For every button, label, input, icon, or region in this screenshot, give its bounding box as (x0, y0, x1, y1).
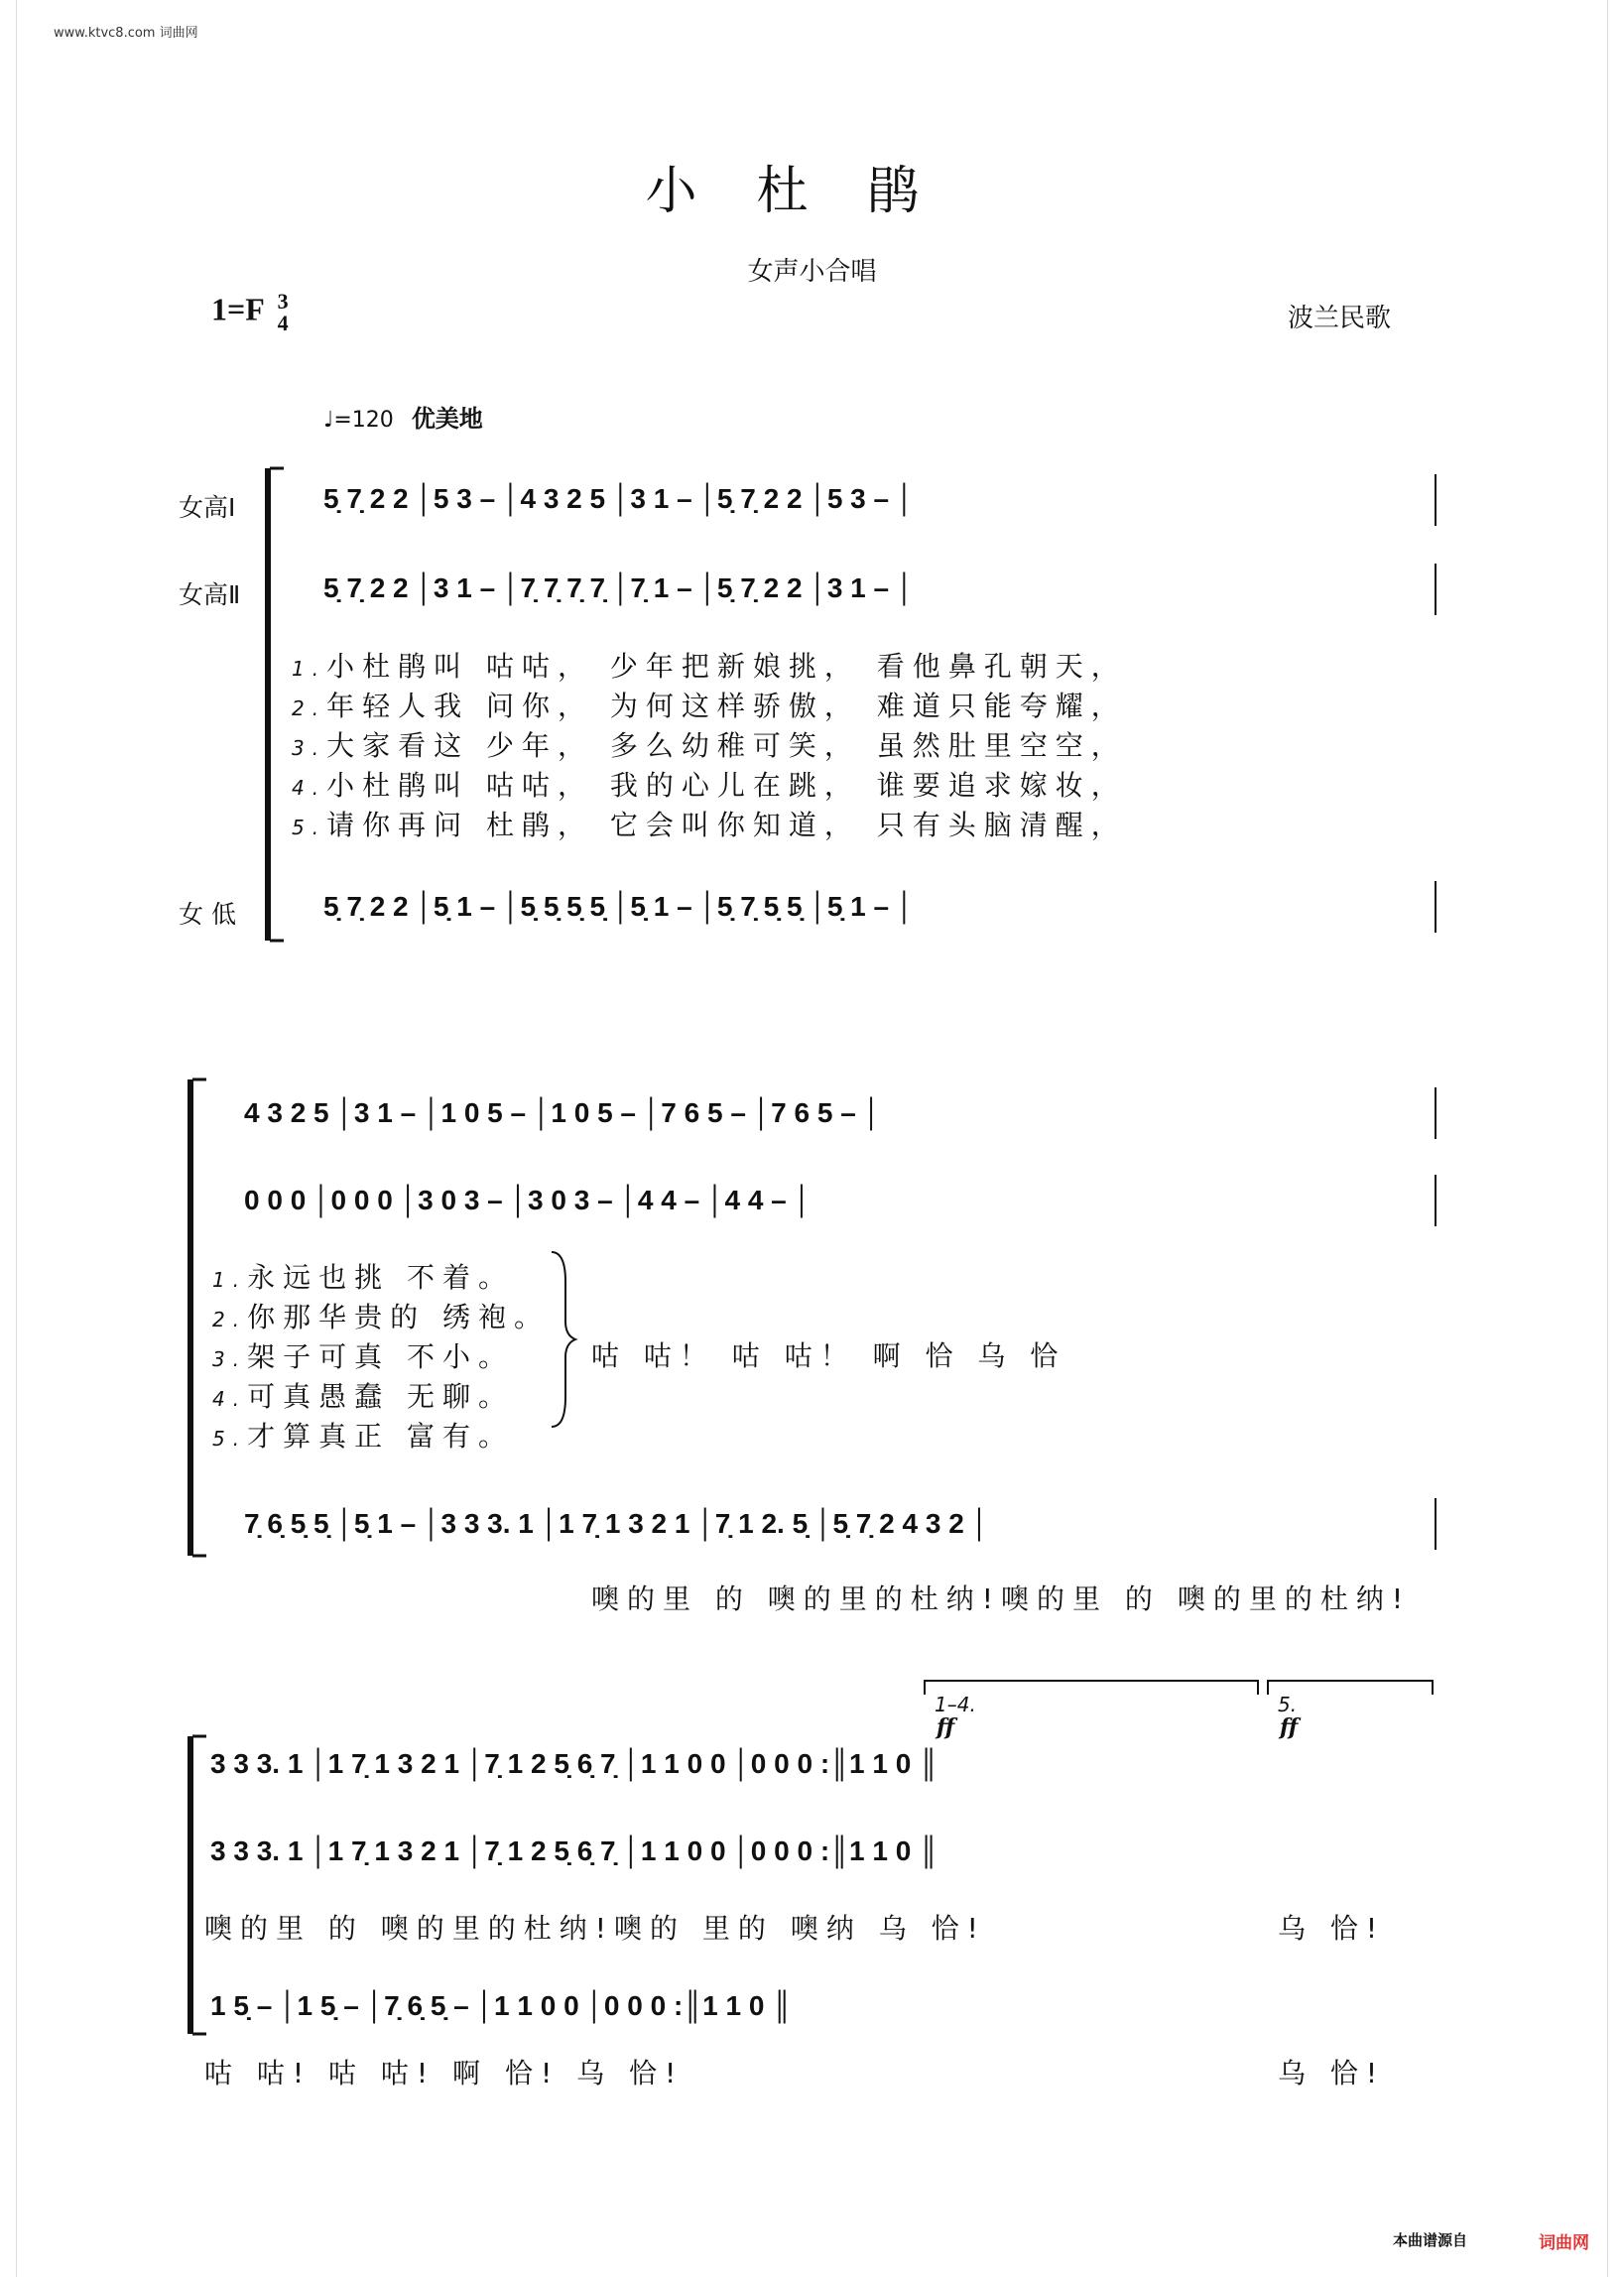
upper-lyric-sys3: 噢的里 的 噢的里的杜纳!噢的 里的 噢纳 乌 恰! (204, 1912, 986, 1945)
time-denominator: 4 (277, 311, 289, 335)
composer: 波兰民歌 (1288, 304, 1392, 333)
notes-alto-sys2: 7̣ 6̣ 5̣ 5̣ │5̣ 1 – │3 3 3. 1 │1 7̣ 1 3 2 1 │7̣ 1 2. 5̣ │5̣ 7̣ 2 4 3 2 │ (244, 1508, 990, 1539)
lyric2-verse-5: 5.才算真正 富有。 (212, 1420, 514, 1453)
alto-lyric-sys3: 咕 咕! 咕 咕! 啊 恰! 乌 恰! (204, 2057, 685, 2089)
upper-lyric-sys3-end: 乌 恰! (1278, 1912, 1386, 1945)
key-signature: 1=F 3 4 (211, 289, 289, 335)
lyric2-verse-3: 3.架子可真 不小。 (212, 1340, 514, 1373)
alto-lyric-sys3-end: 乌 恰! (1278, 2057, 1386, 2089)
voice-label-s1: 女高Ⅰ (179, 493, 236, 522)
footer-brand-logo[interactable]: 词曲网 (1539, 2233, 1589, 2253)
notes-s2-sys3: 3 3 3. 1 │1 7̣ 1 3 2 1 │7̣ 1 2 5̣ 6̣ 7̣ │1 1 0 0 │0 0 0 :║1 1 0 ║ (210, 1835, 938, 1866)
dynamic-ff-end: ff (1280, 1714, 1299, 1740)
notes-alto-sys1: 5̣ 7̣ 2 2 │5̣ 1 – │5̣ 5̣ 5̣ 5̣ │5̣ 1 – │5̣ 7̣ 5̣ 5̣ │5̣ 1 – │ (323, 891, 915, 922)
lyric2-verse-2: 2.你那华贵的 绣袍。 (212, 1301, 550, 1333)
footer-source: 本曲谱源自 (1393, 2231, 1468, 2249)
song-subtitle: 女声小合唱 (747, 257, 877, 287)
time-numerator: 3 (277, 289, 289, 314)
lyric-verse-3: 3.大家看这 少年， 多么幼稚可笑， 虽然肚里空空， (292, 729, 1127, 762)
site-url[interactable]: www.ktvc8.com 词曲网 (54, 26, 198, 41)
volta-1-label: 1–4. (935, 1693, 976, 1716)
notes-s1-sys3: 3 3 3. 1 │1 7̣ 1 3 2 1 │7̣ 1 2 5̣ 6̣ 7̣ │1 1 0 0 │0 0 0 :║1 1 0 ║ (210, 1748, 938, 1779)
tempo-marking: ♩=120 优美地 (323, 405, 483, 433)
dynamic-ff: ff (937, 1714, 955, 1740)
notes-alto-sys3: 1 5̣ – │1 5̣ – │7̣ 6̣ 5̣ – │1 1 0 0 │0 0 0 :║1 1 0 ║ (210, 1990, 793, 2021)
lyric2-verse-1: 1.永远也挑 不着。 (212, 1261, 514, 1294)
lyric-verse-2: 2.年轻人我 问你， 为何这样骄傲， 难道只能夸耀， (292, 690, 1127, 722)
lyric2-verse-4: 4.可真愚蠢 无聊。 (212, 1380, 514, 1413)
notes-s2-sys2: 0 0 0 │0 0 0 │3 0 3 – │3 0 3 – │4 4 – │4 4 – │ (244, 1185, 812, 1215)
song-title: 小杜鹃 (645, 162, 979, 221)
voice-label-alto: 女 低 (179, 900, 236, 929)
volta-2-label: 5. (1278, 1693, 1298, 1716)
lyric-verse-4: 4.小杜鹃叫 咕咕， 我的心儿在跳， 谁要追求嫁妆， (292, 769, 1127, 802)
lyric-verse-1: 1.小杜鹃叫 咕咕， 少年把新娘挑， 看他鼻孔朝天， (292, 650, 1127, 683)
alto-lyric-sys2: 噢的里 的 噢的里的杜纳!噢的里 的 噢的里的杜纳! (591, 1582, 1412, 1615)
notes-s1-sys2: 4 3 2 5 │3 1 – │1 0 5 – │1 0 5 – │7 6 5 – │7 6 5 – │ (244, 1097, 882, 1128)
voice-label-s2: 女高Ⅱ (179, 580, 241, 609)
notes-s1-sys1: 5̣ 7̣ 2 2 │5 3 – │4 3 2 5 │3 1 – │5̣ 7̣ 2 2 │5 3 – │ (323, 483, 915, 514)
notes-s2-sys1: 5̣ 7̣ 2 2 │3 1 – │7̣ 7̣ 7̣ 7̣ │7̣ 1 – │5̣ 7̣ 2 2 │3 1 – │ (323, 572, 915, 603)
lyric-verse-5: 5.请你再问 杜鹃， 它会叫你知道， 只有头脑清醒， (292, 809, 1127, 841)
refrain-lyric: 咕 咕！ 咕 咕！ 啊 恰 乌 恰 (591, 1339, 1066, 1372)
